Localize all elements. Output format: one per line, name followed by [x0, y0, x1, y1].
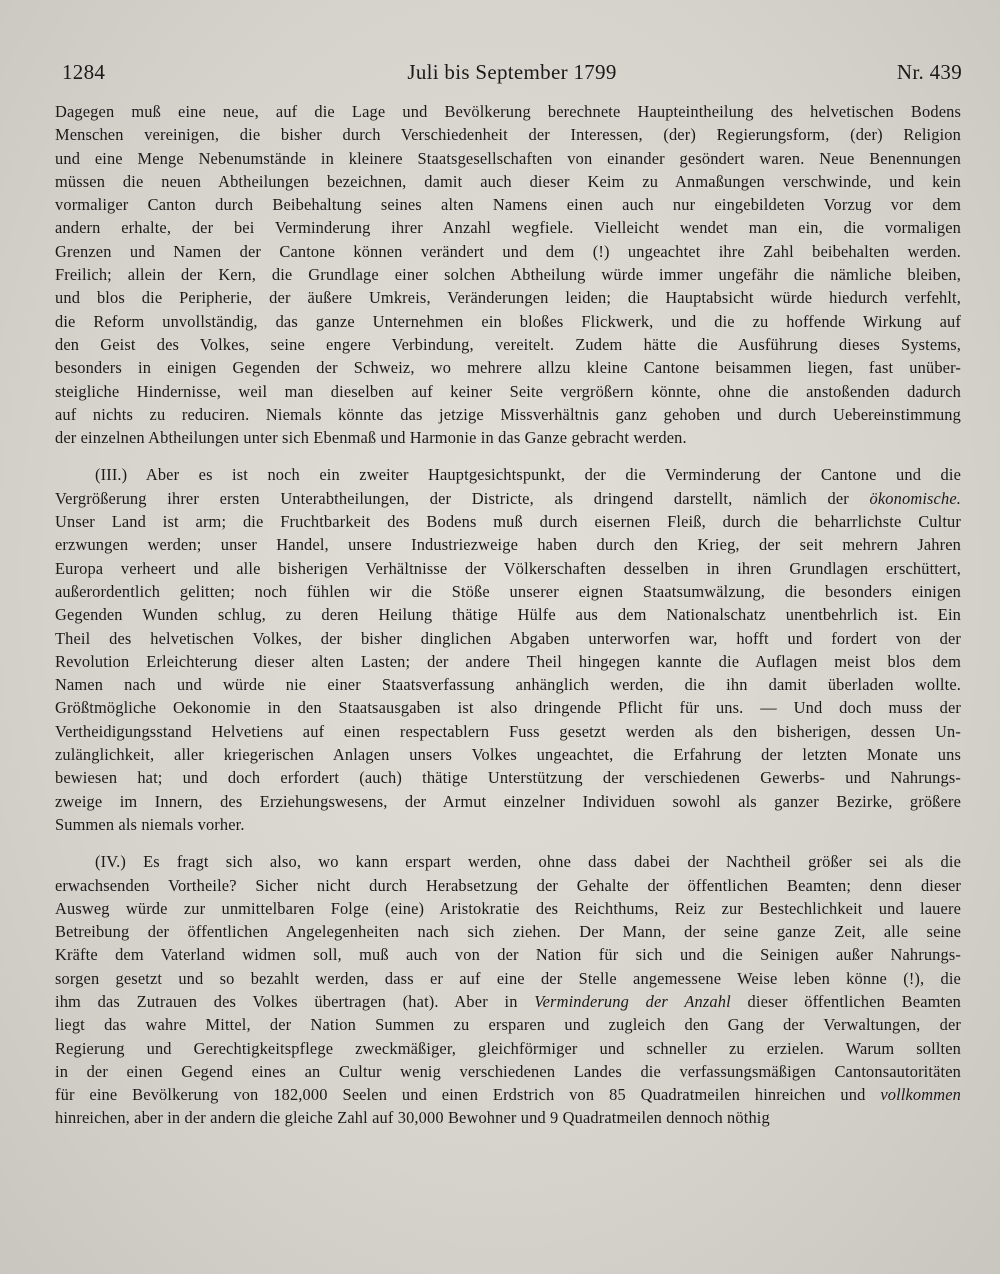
text-line: der einzelnen Abtheilungen unter sich Ebenmaß und Harmonie in das Ganze gebracht werden. [55, 428, 687, 448]
text-line [55, 990, 961, 1013]
text-line: Unser Land ist arm; die Fruchtbarkeit des Bodens muß durch eisernen Fleiß, durch die beharrlichste Cultur [55, 512, 961, 532]
text-line [55, 487, 961, 510]
text-line: andern erhalte, der bei Verminderung ihrer Anzahl wegfiele. Vielleicht wendet man ein, die vormaligen [55, 218, 961, 238]
text-line: Ausweg würde zur unmittelbaren Folge (eine) Aristokratie des Reichthums, Reiz zur Bestechlichkeit und lauere [55, 898, 961, 918]
document-number: Nr. 439 [896, 60, 962, 84]
text-line: steigliche Hindernisse, weil man dieselben auf keiner Seite vergrößern könnte, ohne die anstoßenden dadurch [55, 381, 961, 401]
text-line: Menschen vereinigen, die bisher durch Verschiedenheit der Interessen, (der) Regierungsform, (der) Religion [55, 125, 961, 145]
text-line: Revolution Erleichterung dieser alten Lasten; der andere Theil hingegen kannte die Auflagen meist blos dem [55, 651, 961, 671]
text-line: (IV.) Es fragt sich also, wo kann erspart werden, ohne dass dabei der Nachtheil größer sei als die [95, 852, 961, 872]
italic-phrase: Verminderung der Anzahl [534, 991, 731, 1011]
text-line: liegt das wahre Mittel, der Nation Summen zu ersparen und zugleich den Gang der Verwaltungen, der [55, 1015, 961, 1035]
page-header [62, 60, 962, 90]
text-line: Dagegen muß eine neue, auf die Lage und Bevölkerung berechnete Haupteintheilung des helvetischen Bodens [55, 102, 961, 121]
text-line: außerordentlich gelitten; noch fühlen wir die Stöße unserer eignen Staatsumwälzung, die besonders einigen [55, 581, 961, 601]
text-line: Grenzen und Namen der Cantone können verändert und dem (!) ungeachtet ihre Zahl beibehalten werden. [55, 241, 961, 261]
italic-phrase: vollkommen [880, 1085, 961, 1105]
page-number: 1284 [62, 60, 106, 84]
text-line: zulänglichkeit, aller kriegerischen Anlagen unsers Volkes ungeachtet, die Erfahrung der letzten Monate uns [55, 745, 961, 765]
text-span: für eine Bevölkerung von 182,000 Seelen und einen Erdstrich von 85 Quadratmeilen hinreichen und [55, 1085, 866, 1105]
text-line: Summen als niemals vorher. [55, 814, 245, 834]
text-line: und blos die Peripherie, der äußere Umkreis, Veränderungen leiden; die Hauptabsicht würde hiedurch verfehlt, [55, 288, 961, 308]
text-line: Namen nach und würde nie einer Staatsverfassung anhänglich werden, die ihn damit überladen wollte. [55, 675, 961, 695]
text-line: Gegenden Wunden schlug, zu deren Heilung thätige Hülfe aus dem Nationalschatz unentbehrlich ist. Ein [55, 605, 961, 625]
text-line: erzwungen werden; unser Handel, unsere Industriezweige haben durch den Krieg, der seit mehrern Jahren [55, 535, 961, 555]
text-line: Kräfte dem Vaterland widmen soll, muß auch von der Nation für sich und die Seinigen außer Nahrungs- [55, 945, 961, 965]
paragraph-1 [55, 100, 961, 449]
text-line: in der einen Gegend eines an Cultur wenig verschiedenen Landes die verfassungsmäßigen Cantonsautoritäten [55, 1061, 961, 1081]
text-span: dieser öffentlichen Beamten [747, 991, 961, 1011]
paragraph-3 [55, 850, 961, 1130]
text-line: Theil des helvetischen Volkes, der bisher dinglichen Abgaben unterworfen war, hofft und fordert von der [55, 628, 961, 648]
italic-phrase: ökonomische. [869, 488, 961, 508]
text-line: Vertheidigungsstand Helvetiens auf einen respectablern Fuss gesetzt werden als den bisherigen, dessen Un- [55, 721, 961, 741]
text-line: vormaliger Canton durch Beibehaltung seines alten Namens einen auch nur eingebildeten Vorzug vor dem [55, 195, 961, 215]
text-span: ihm das Zutrauen des Volkes übertragen (hat). Aber in [55, 991, 518, 1011]
text-line: Freilich; allein der Kern, die Grundlage einer solchen Abtheilung würde immer ungefähr die nämliche bleiben, [55, 265, 961, 285]
text-line: hinreichen, aber in der andern die gleiche Zahl auf 30,000 Bewohner und 9 Quadratmeilen dennoch nöthig [55, 1108, 770, 1128]
text-line: die Reform unvollständig, das ganze Unternehmen ein bloßes Flickwerk, und die zu hoffende Wirkung auf [55, 311, 961, 331]
text-line: auf nichts zu reduciren. Niemals könnte das jetzige Missverhältnis ganz gehoben und durch Uebereinstimmung [55, 404, 961, 424]
paragraph-2 [55, 463, 961, 836]
text-line: sorgen gesetzt und so bezahlt werden, dass er auf eine der Stelle angemessene Weise leben könne (!), die [55, 968, 961, 988]
text-line: Regierung und Gerechtigkeitspflege zweckmäßiger, gleichförmiger und schneller zu erzielen. Warum sollten [55, 1038, 961, 1058]
text-line: den Geist des Volkes, seine engere Verbindung, vereitelt. Zudem hätte die Ausführung dieses Systems, [55, 334, 961, 354]
text-line [55, 1083, 961, 1106]
text-line: müssen die neuen Abtheilungen bezeichnen, damit auch dieser Keim zu Anmaßungen verschwinde, und kein [55, 171, 961, 191]
running-title: Juli bis September 1799 [407, 60, 617, 84]
text-line: (III.) Aber es ist noch ein zweiter Hauptgesichtspunkt, der die Verminderung der Cantone und die [95, 465, 961, 485]
text-line: erwachsenden Vortheile? Sicher nicht durch Herabsetzung der Gehalte der öffentlichen Beamten; denn dieser [55, 875, 961, 895]
body-text [55, 100, 961, 1130]
text-line: zweige im Innern, des Erziehungswesens, der Armut einzelner Individuen sowohl als ganzer Bezirke, größere [55, 791, 961, 811]
text-line: besonders in einigen Gegenden der Schweiz, wo mehrere allzu kleine Cantone beisammen liegen, fast unüber- [55, 358, 961, 378]
text-span: Vergrößerung ihrer ersten Unterabtheilungen, der Districte, als dringend darstellt, nämlich der [55, 488, 849, 508]
text-line: Betreibung der öffentlichen Angelegenheiten nach sich ziehen. Der Mann, der seine ganze Zeit, alle seine [55, 922, 961, 942]
text-line: Europa verheert und alle bisherigen Verhältnisse der Völkerschaften desselben in ihren Grundlagen erschüttert, [55, 558, 961, 578]
text-line: bewiesen hat; und doch erfordert (auch) thätige Unterstützung der verschiedenen Gewerbs- und Nahrungs- [55, 768, 961, 788]
text-line: Größtmögliche Oekonomie in den Staatsausgaben ist also dringende Pflicht für uns. — Und doch muss der [55, 698, 961, 718]
text-line: und eine Menge Nebenumstände in kleinere Staatsgesellschaften von einander gesöndert waren. Neue Benennungen [55, 148, 961, 168]
